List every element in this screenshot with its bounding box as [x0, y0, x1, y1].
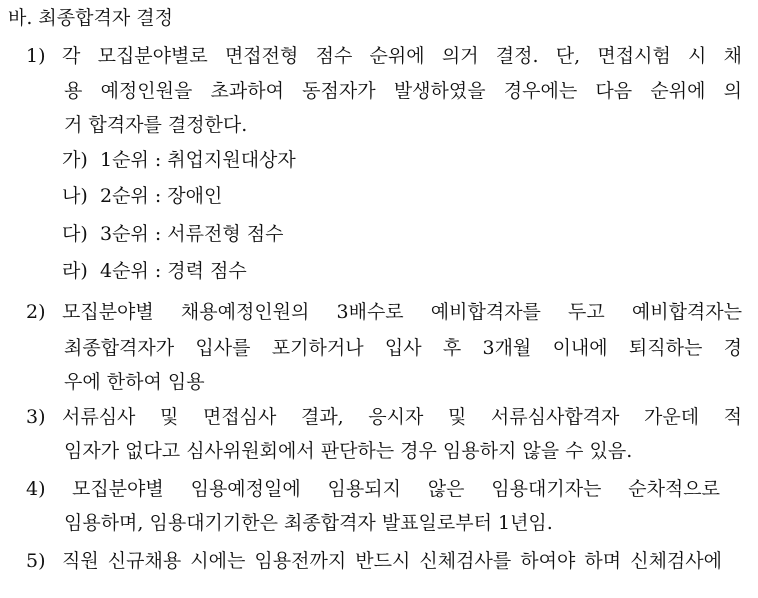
item-number: 5) [26, 550, 46, 572]
sub-item-text: 3순위 : 서류전형 점수 [100, 223, 284, 245]
sub-item-marker: 나) [62, 185, 88, 207]
sub-item-marker: 라) [62, 260, 88, 282]
item-line: 서류심사 및 면접심사 결과, 응시자 및 서류심사합격자 가운데 적 [62, 406, 742, 428]
item-line: 임자가 없다고 심사위원회에서 판단하는 경우 임용하지 않을 수 있음. [64, 440, 633, 462]
item-line: 직원 신규채용 시에는 임용전까지 반드시 신체검사를 하여야 하며 신체검사에 [62, 550, 722, 572]
sub-item-text: 2순위 : 장애인 [100, 185, 223, 207]
item-line: 용 예정인원을 초과하여 동점자가 발생하였을 경우에는 다음 순위에 의 [64, 80, 742, 102]
item-line: 거 합격자를 결정한다. [64, 114, 248, 136]
sub-item-marker: 가) [62, 149, 88, 171]
item-line: 모집분야별 임용예정일에 임용되지 않은 임용대기자는 순차적으로 [72, 478, 720, 500]
item-number: 1) [26, 45, 46, 67]
item-number: 4) [26, 478, 46, 500]
item-line: 최종합격자가 입사를 포기하거나 입사 후 3개월 이내에 퇴직하는 경 [64, 337, 742, 359]
sub-item-text: 4순위 : 경력 점수 [100, 260, 247, 282]
sub-item-text: 1순위 : 취업지원대상자 [100, 149, 296, 171]
section-heading: 바. 최종합격자 결정 [8, 7, 173, 29]
item-number: 3) [26, 406, 46, 428]
item-line: 임용하며, 임용대기기한은 최종합격자 발표일로부터 1년임. [64, 512, 553, 534]
item-line: 우에 한하여 임용 [64, 371, 205, 393]
item-line: 모집분야별 채용예정인원의 3배수로 예비합격자를 두고 예비합격자는 [62, 301, 742, 323]
item-line: 각 모집분야별로 면접전형 점수 순위에 의거 결정. 단, 면접시험 시 채 [62, 45, 742, 67]
item-number: 2) [26, 301, 46, 323]
sub-item-marker: 다) [62, 223, 88, 245]
